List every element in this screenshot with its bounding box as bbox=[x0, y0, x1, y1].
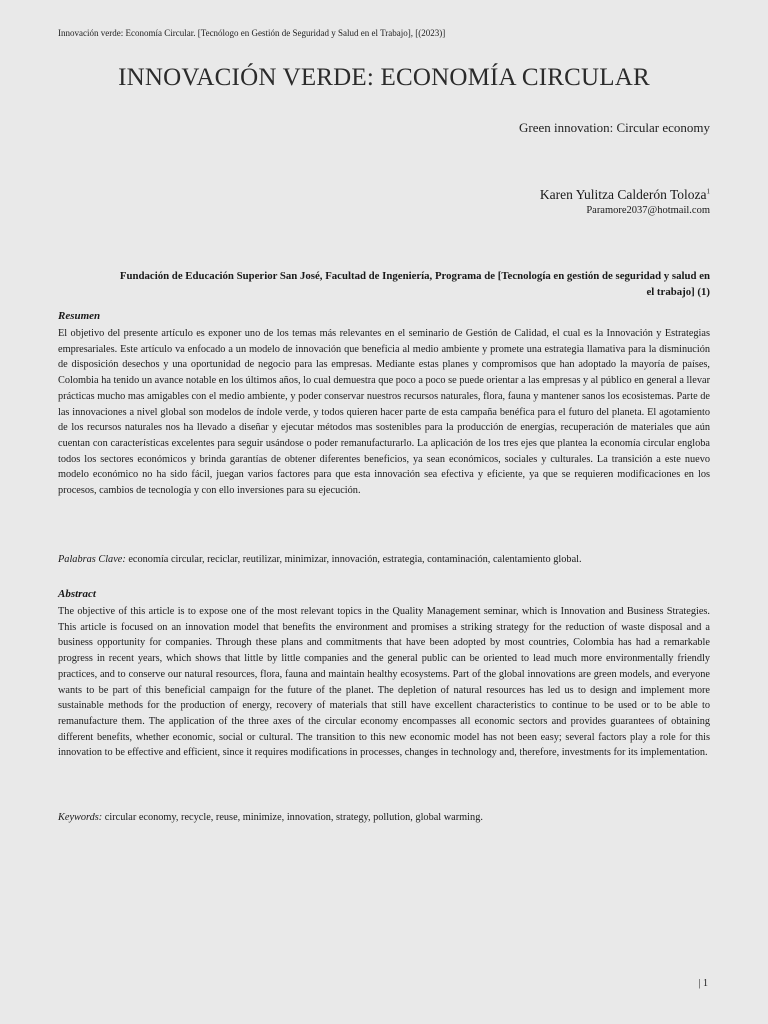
page-number: | 1 bbox=[698, 978, 708, 989]
keywords-text: circular economy, recycle, reuse, minimize, innovation, strategy, pollution, global warming. bbox=[102, 812, 483, 823]
keywords bbox=[58, 812, 710, 823]
resumen-text: El objetivo del presente artículo es exponer uno de los temas más relevantes en el seminario de Gestión de Calidad, el cual es la Innovación y Estrategias empresariales. Este artículo va enfocado a un modelo de innovación que beneficia al medio ambiente y promete una estrategia llamativa para la disminución de disposición desechos y una oportunidad de negocio para las empresas. Mediante estas planes y compromisos que han adoptado la mayoría de países, Colombia ha tenido un avance notable en los últimos años, lo cual demuestra que poco a poco se puede orientar a las empresas y al público en general a llevar prácticas mucho mas amigables con el medio ambiente, y poder conservar nuestros recursos naturales, flora, fauna y mantener sanos los ecosistemas. Parte de las innovaciones a nivel global son modelos de índole verde, y todos quieren hacer parte de esta campaña benéfica para el futuro del planeta. El agotamiento de los recursos naturales nos ha llevado a diseñar y ejecutar métodos mas sostenibles para la producción de energías, recuperación de materiales que aún cuentan con características excelentes para seguir usándose o poder remanufacturarlo. La aplicación de los tres ejes que plantea la economía circular engloba todos los sectores económicos y brinda garantías de obtener diferentes beneficios, ya sean económicos, sociales y culturales. La transición a este nuevo modelo económico no ha sido fácil, juegan varios factores para que esta innovación sea efectiva y eficiente, ya que se requieren modificaciones en los procesos, cambios de tecnología y con ello inversiones para su ejecución. bbox=[58, 328, 710, 497]
keywords-label: Keywords: bbox=[58, 812, 103, 823]
palabras-clave bbox=[58, 554, 710, 565]
abstract-text: The objective of this article is to expose one of the most relevant topics in the Quality Management seminar, which is Innovation and Business Strategies. This article is focused on an innovation model that benefits the environment and promises a striking strategy for the reduction of waste disposal and a business opportunity for companies. Through these plans and commitments that have been adopted by most countries, Colombia has had a remarkable progress in recent years, which shows that little by little companies and the general public can be oriented to lead much more environmentally friendly practices, and to conserve our natural resources, flora, fauna and maintain healthy ecosystems. Part of the global innovations are green models, and everyone wants to be part of this beneficial campaign for the future of the planet. The depletion of natural resources has led us to design and implement more sustainable methods for the production of energy, recovery of materials that still have excellent characteristics to continue to be used or to be able to remanufacture them. The application of the three axes of the circular economy encompasses all economic sectors and provides guarantees of obtaining different benefits, whether economic, social or cultural. The transition to this new economic model has not been easy; several factors play a role for this innovation to be effective and efficient, since it requires modifications in processes, changes in technology and, therefore, investments for its implementation. bbox=[58, 606, 710, 759]
author-name bbox=[540, 187, 710, 203]
author-email: Paramore2037@hotmail.com bbox=[586, 205, 710, 216]
running-header: Innovación verde: Economía Circular. [Tecnólogo en Gestión de Seguridad y Salud en el Trabajo], [(2023)] bbox=[58, 28, 446, 38]
palabras-clave-text: economía circular, reciclar, reutilizar, minimizar, innovación, estrategia, contaminación, calentamiento global. bbox=[125, 554, 582, 565]
resumen-heading: Resumen bbox=[58, 310, 101, 322]
paper-title: INNOVACIÓN VERDE: ECONOMÍA CIRCULAR bbox=[118, 64, 650, 91]
paper-subtitle: Green innovation: Circular economy bbox=[519, 120, 710, 135]
affiliation: Fundación de Educación Superior San José, Facultad de Ingeniería, Programa de [Tecnología en gestión de seguridad y salud en el trabajo] (1) bbox=[119, 270, 710, 298]
author-name-text: Karen Yulitza Calderón Toloza bbox=[539, 187, 707, 202]
palabras-clave-label: Palabras Clave: bbox=[58, 554, 126, 565]
author-superscript: 1 bbox=[706, 187, 710, 196]
abstract-heading: Abstract bbox=[58, 588, 96, 600]
